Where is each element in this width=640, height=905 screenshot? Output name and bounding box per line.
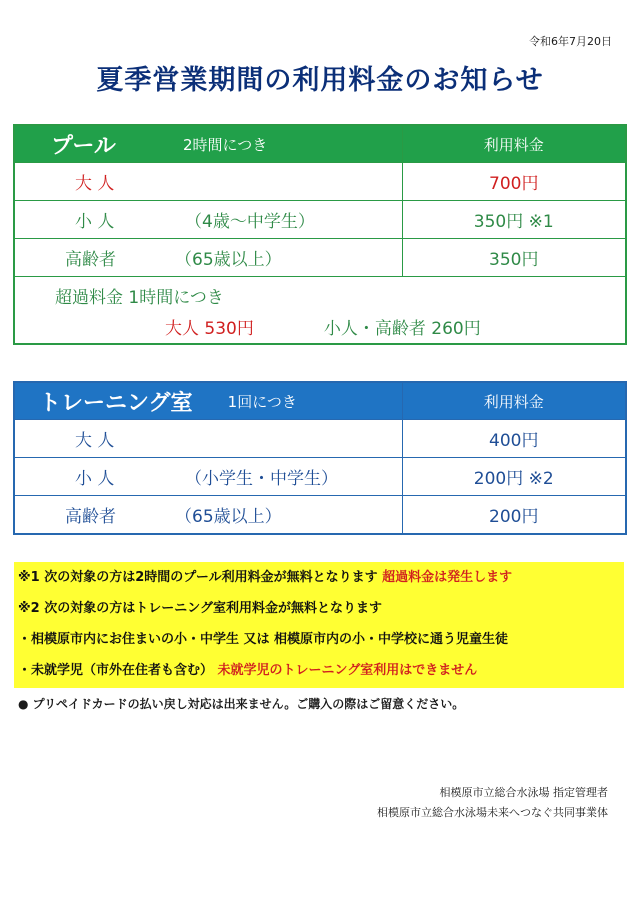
training-title: トレーニング室 bbox=[39, 390, 193, 416]
training-unit-note: 1回につき bbox=[227, 392, 297, 411]
row-sub: （4歳～中学生） bbox=[185, 212, 315, 232]
table-row bbox=[14, 239, 626, 277]
table-row bbox=[14, 458, 626, 496]
row-label: 小 人 bbox=[75, 212, 115, 232]
prepaid-card-note: ● プリペイドカードの払い戻し対応は出来ません。ご購入の際はご留意ください。 bbox=[18, 697, 465, 711]
notice-line-4-warning: 未就学児のトレーニング室利用はできません bbox=[217, 663, 478, 678]
row-label: 大 人 bbox=[75, 431, 115, 451]
table-row bbox=[14, 496, 626, 535]
table-row bbox=[14, 420, 626, 458]
row-price: 200円 bbox=[402, 496, 626, 535]
table-row bbox=[14, 201, 626, 239]
footer-manager: 相模原市立総合水泳場 指定管理者 bbox=[439, 786, 608, 799]
row-price: 200円 ※2 bbox=[402, 458, 626, 496]
issue-date: 令和6年7月20日 bbox=[529, 35, 612, 48]
row-price: 700円 bbox=[402, 163, 626, 201]
row-label: 高齢者 bbox=[65, 507, 116, 527]
pool-excess-row bbox=[14, 277, 626, 345]
excess-fee-label: 超過料金 1時間につき bbox=[55, 288, 224, 308]
free-eligibility-notice bbox=[14, 562, 624, 688]
row-label: 大 人 bbox=[75, 174, 115, 194]
training-fee-table bbox=[13, 381, 627, 535]
notice-line-2: ※2 次の対象の方はトレーニング室利用料金が無料となります bbox=[18, 601, 382, 616]
excess-fee-adult: 大人 530円 bbox=[165, 319, 254, 339]
pool-header-row bbox=[14, 125, 626, 163]
table-row bbox=[14, 163, 626, 201]
notice-line-4: ・未就学児（市外在住者も含む） bbox=[18, 663, 214, 678]
training-fee-header: 利用料金 bbox=[402, 382, 626, 420]
notice-line-1-warning: 超過料金は発生します bbox=[382, 570, 513, 585]
footer-consortium: 相模原市立総合水泳場未来へつなぐ共同事業体 bbox=[377, 806, 608, 819]
notice-line-1: ※1 次の対象の方は2時間のプール利用料金が無料となります bbox=[18, 570, 378, 585]
row-label: 小 人 bbox=[75, 469, 115, 489]
pool-fee-table bbox=[13, 124, 627, 345]
row-sub: （65歳以上） bbox=[175, 507, 282, 527]
row-price: 400円 bbox=[402, 420, 626, 458]
row-label: 高齢者 bbox=[65, 250, 116, 270]
excess-fee-child-senior: 小人・高齢者 260円 bbox=[323, 319, 481, 339]
pool-unit-note: 2時間につき bbox=[183, 135, 268, 154]
pool-fee-header: 利用料金 bbox=[402, 125, 626, 163]
pool-title: プール bbox=[51, 133, 116, 159]
notice-line-3: ・相模原市内にお住まいの小・中学生 又は 相模原市内の小・中学校に通う児童生徒 bbox=[18, 632, 509, 647]
row-sub: （小学生・中学生） bbox=[185, 469, 338, 489]
row-price: 350円 ※1 bbox=[402, 201, 626, 239]
row-sub: （65歳以上） bbox=[175, 250, 282, 270]
training-header-row bbox=[14, 382, 626, 420]
row-price: 350円 bbox=[402, 239, 626, 277]
page-title: 夏季営業期間の利用料金のお知らせ bbox=[96, 65, 544, 96]
